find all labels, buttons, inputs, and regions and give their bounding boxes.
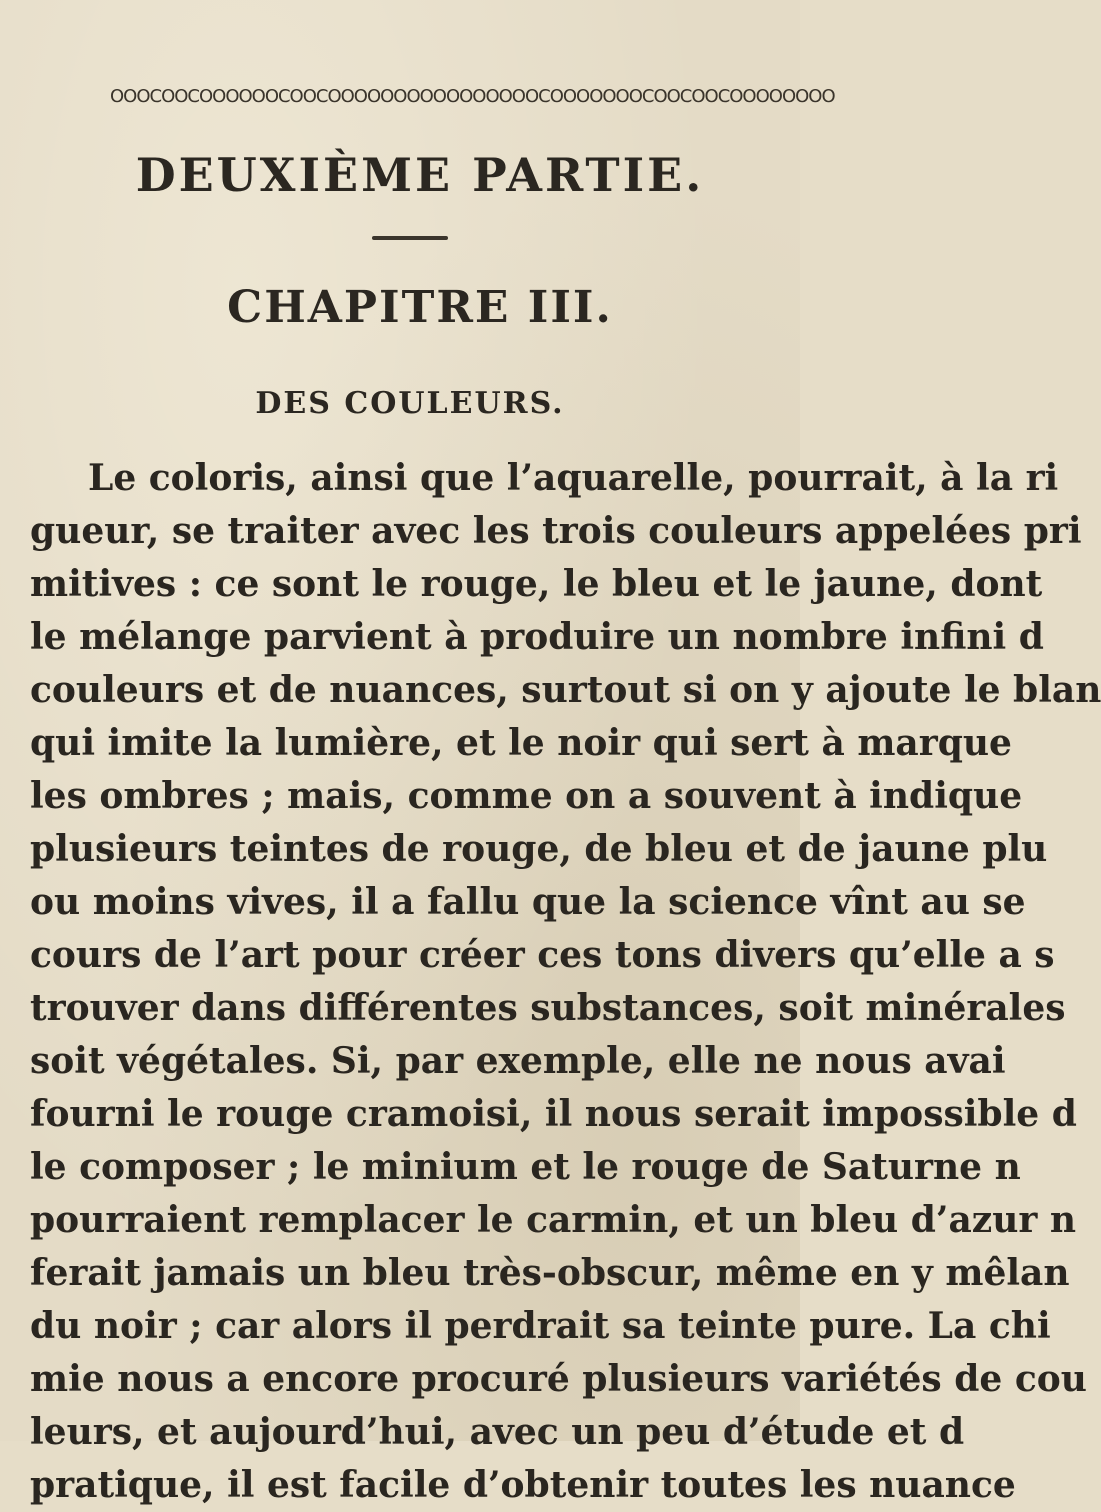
text-line: gueur, se traiter avec les trois couleurs appelées pri <box>30 510 1082 552</box>
text-line: du noir ; car alors il perdrait sa teinte pure. La chi <box>30 1305 1051 1347</box>
text-line: plusieurs teintes de rouge, de bleu et de jaune plu <box>30 828 1048 870</box>
text-line: qui imite la lumière, et le noir qui sert à marque <box>30 722 1012 764</box>
text-line: pourraient remplacer le carmin, et un bleu d’azur n <box>30 1199 1077 1241</box>
section-title: DES COULEURS. <box>255 386 565 421</box>
text-line: mie nous a encore procuré plusieurs variétés de cou <box>30 1358 1087 1400</box>
chapter-title: CHAPITRE III. <box>227 282 613 333</box>
text-line: Le coloris, ainsi que l’aquarelle, pourrait, à la ri <box>88 457 1059 499</box>
text-line: leurs, et aujourd’hui, avec un peu d’étude et d <box>30 1411 965 1453</box>
text-line: cours de l’art pour créer ces tons divers qu’elle a s <box>30 934 1055 976</box>
text-line: couleurs et de nuances, surtout si on y ajoute le blan <box>30 669 1101 711</box>
text-line: le composer ; le minium et le rouge de Saturne n <box>30 1146 1021 1188</box>
text-line: soit végétales. Si, par exemple, elle ne nous avai <box>30 1040 1006 1082</box>
text-line: ferait jamais un bleu très-obscur, même en y mêlan <box>30 1252 1070 1294</box>
text-line: le mélange parvient à produire un nombre infini d <box>30 616 1044 658</box>
text-line: trouver dans différentes substances, soit minérales <box>30 987 1066 1029</box>
text-line: fourni le rouge cramoisi, il nous serait impossible d <box>30 1093 1077 1135</box>
part-title: DEUXIÈME PARTIE. <box>135 148 705 202</box>
text-line: les ombres ; mais, comme on a souvent à indique <box>30 775 1023 817</box>
decorative-border: OOOCOOCOOOOOOCOOCOOOOOOOOOOOOOOOOCOOOOOOOCOOCOOCOOOOOOOO <box>110 86 835 107</box>
text-line: ou moins vives, il a fallu que la science vînt au se <box>30 881 1026 923</box>
text-line: mitives : ce sont le rouge, le bleu et le jaune, dont <box>30 563 1043 605</box>
body-paragraph <box>30 452 1101 1512</box>
text-line: pratique, il est facile d’obtenir toutes les nuance <box>30 1464 1016 1506</box>
divider-rule <box>372 236 448 240</box>
